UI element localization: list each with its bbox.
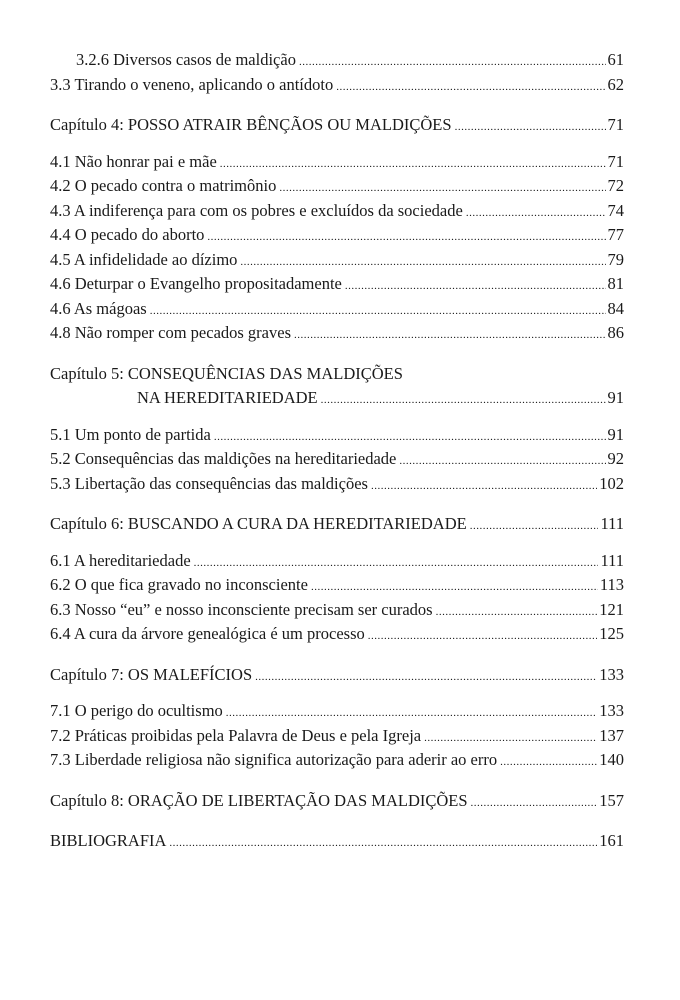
toc-entry <box>50 73 624 98</box>
dot-leader <box>207 223 605 250</box>
dot-leader <box>424 724 597 751</box>
toc-entry-label: 4.3 A indiferença para com os pobres e excluídos da sociedade <box>50 200 463 220</box>
toc-entry-label: 6.2 O que fica gravado no inconsciente <box>50 575 308 594</box>
dot-leader <box>500 748 597 775</box>
dot-leader <box>368 622 598 649</box>
dot-leader <box>299 48 606 75</box>
toc-entry-page: 111 <box>600 550 624 570</box>
dot-leader <box>279 174 605 201</box>
toc-entry-label: 7.1 O perigo do ocultismo <box>50 701 223 720</box>
toc-entry-label: 3.2.6 Diversos casos de maldição <box>76 50 296 69</box>
toc-entry <box>50 297 624 322</box>
toc-entry-page: 61 <box>607 50 624 69</box>
toc-entry-page: 102 <box>599 473 624 493</box>
toc-entry <box>50 598 624 623</box>
toc-entry-page: 92 <box>607 449 624 468</box>
toc-entry-label: 7.3 Liberdade religiosa não significa autorização para aderir ao erro <box>50 750 498 769</box>
bibliography-page: 161 <box>599 831 624 850</box>
toc-entry-page: 77 <box>607 225 624 244</box>
toc-entry-page: 84 <box>607 298 624 318</box>
toc-entry <box>50 699 624 724</box>
dot-leader <box>466 199 606 226</box>
toc-entry-label: 4.6 As mágoas <box>50 298 147 318</box>
toc-entry-label: 4.1 Não honrar pai e mãe <box>50 151 217 171</box>
dot-leader <box>399 447 605 474</box>
toc-entry <box>50 48 624 73</box>
toc-entry-page: 74 <box>607 200 624 220</box>
chapter-page: 111 <box>600 514 624 533</box>
dot-leader <box>471 789 598 816</box>
toc-entry <box>50 272 624 297</box>
toc-entry-page: 137 <box>599 725 624 745</box>
toc-entry-label: 4.5 A infidelidade ao dízimo <box>50 249 238 269</box>
toc-entry <box>50 321 624 346</box>
toc-entry-page: 79 <box>607 249 624 269</box>
dot-leader <box>371 472 597 499</box>
dot-leader <box>169 829 597 856</box>
toc-entry <box>50 423 624 448</box>
toc-entry-label: 4.6 Deturpar o Evangelho propositadamente <box>50 274 342 293</box>
dot-leader <box>470 512 599 539</box>
dot-leader <box>436 598 598 625</box>
bibliography-title: BIBLIOGRAFIA <box>50 831 167 850</box>
toc-entry-page: 81 <box>607 274 624 293</box>
toc-entry <box>50 622 624 647</box>
toc-entry-page: 86 <box>607 323 624 342</box>
toc-entry-label: 6.3 Nosso “eu” e nosso inconsciente precisam ser curados <box>50 599 433 619</box>
toc-entry <box>50 174 624 199</box>
dot-leader <box>214 423 606 450</box>
chapter-title: Capítulo 4: POSSO ATRAIR BÊNÇÃOS OU MALDIÇÕES <box>50 115 452 134</box>
dot-leader <box>321 386 606 413</box>
dot-leader <box>336 73 605 100</box>
toc-entry-page: 62 <box>607 74 624 94</box>
dot-leader <box>150 297 606 324</box>
toc-entry-label: 7.2 Práticas proibidas pela Palavra de Deus e pela Igreja <box>50 725 422 745</box>
chapter-heading <box>50 113 624 138</box>
dot-leader <box>194 549 599 576</box>
toc-entry-label: 5.3 Libertação das consequências das maldições <box>50 473 368 493</box>
toc-entry <box>50 223 624 248</box>
dot-leader <box>255 663 597 690</box>
toc-entry-label: 6.4 A cura da árvore genealógica é um processo <box>50 624 365 643</box>
toc-entry-label: 5.1 Um ponto de partida <box>50 424 211 444</box>
chapter-page: 157 <box>599 790 624 810</box>
dot-leader <box>345 272 606 299</box>
dot-leader <box>455 113 606 140</box>
toc-entry-page: 133 <box>599 701 624 720</box>
chapter-title: Capítulo 7: OS MALEFÍCIOS <box>50 664 253 684</box>
toc-entry <box>50 573 624 598</box>
chapter-title: Capítulo 6: BUSCANDO A CURA DA HEREDITARIEDADE <box>50 514 467 533</box>
chapter-heading <box>50 789 624 814</box>
chapter-page: 71 <box>607 115 624 134</box>
bibliography-heading <box>50 829 624 854</box>
chapter-heading <box>50 512 624 537</box>
toc-entry <box>50 472 624 497</box>
dot-leader <box>294 321 606 348</box>
chapter-page: 91 <box>607 388 624 407</box>
chapter-title-line2: NA HEREDITARIEDADE <box>137 388 318 407</box>
toc-entry-page: 121 <box>599 599 624 619</box>
toc-entry <box>50 549 624 574</box>
toc-entry-page: 71 <box>607 151 624 171</box>
chapter-title: Capítulo 8: ORAÇÃO DE LIBERTAÇÃO DAS MALDIÇÕES <box>50 790 468 810</box>
chapter-heading <box>50 663 624 688</box>
toc-entry-label: 4.4 O pecado do aborto <box>50 225 205 244</box>
chapter-heading <box>50 386 624 411</box>
toc-entry-page: 113 <box>599 575 624 594</box>
toc-entry-page: 72 <box>607 176 624 195</box>
toc-entry-label: 5.2 Consequências das maldições na hereditariedade <box>50 449 397 468</box>
toc-entry-label: 3.3 Tirando o veneno, aplicando o antídoto <box>50 74 334 94</box>
toc-entry-label: 4.2 O pecado contra o matrimônio <box>50 176 277 195</box>
dot-leader <box>226 699 597 726</box>
toc-entry-label: 6.1 A hereditariedade <box>50 550 191 570</box>
toc-entry <box>50 150 624 175</box>
toc-entry-label: 4.8 Não romper com pecados graves <box>50 323 291 342</box>
chapter-title-line1: Capítulo 5: CONSEQUÊNCIAS DAS MALDIÇÕES <box>50 363 403 383</box>
toc-entry-page: 140 <box>599 750 624 769</box>
table-of-contents <box>50 48 624 854</box>
toc-entry <box>50 248 624 273</box>
toc-entry-page: 91 <box>607 424 624 444</box>
chapter-page: 133 <box>599 664 624 684</box>
dot-leader <box>311 573 598 600</box>
dot-leader <box>220 150 606 177</box>
dot-leader <box>240 248 605 275</box>
toc-entry <box>50 199 624 224</box>
toc-entry <box>50 748 624 773</box>
toc-entry <box>50 447 624 472</box>
toc-entry-page: 125 <box>599 624 624 643</box>
toc-entry <box>50 724 624 749</box>
